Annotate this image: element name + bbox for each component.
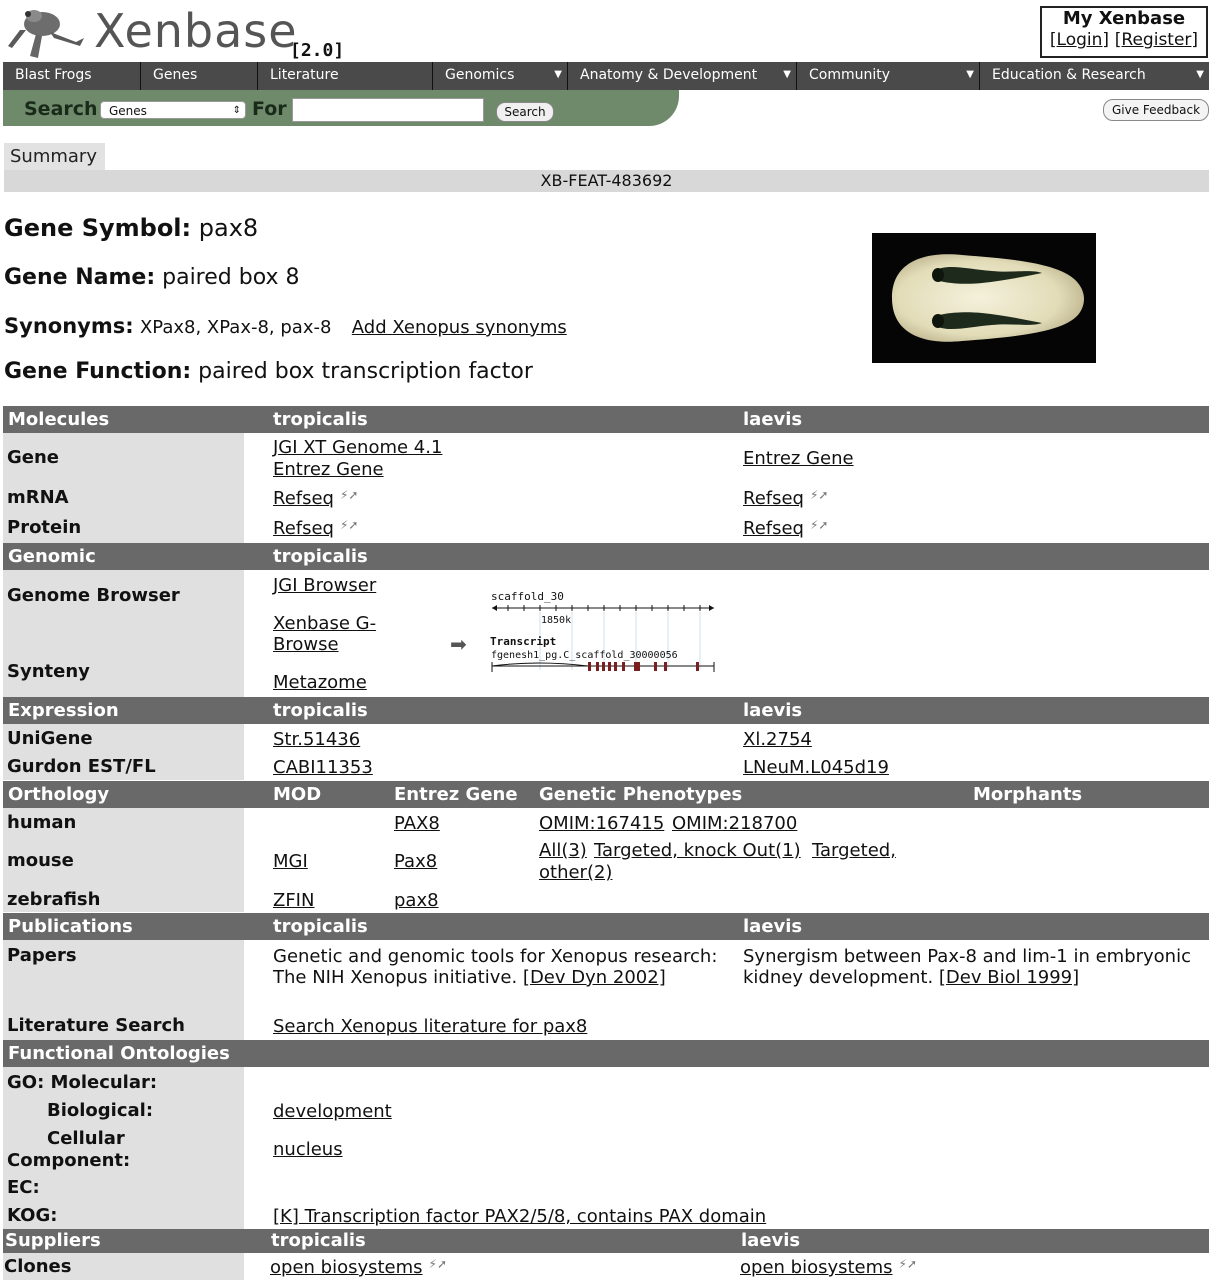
nav-education-research[interactable]: Education & Research ▼ <box>980 62 1209 90</box>
gene-row-label: Gene <box>7 447 60 468</box>
jgi-browser-link[interactable]: JGI Browser <box>273 575 377 596</box>
protein-laev-cell <box>743 518 828 539</box>
gene-symbol-value: pax8 <box>198 214 259 242</box>
chevron-down-icon: ▼ <box>783 69 791 80</box>
refseq-mrna-trop-link[interactable]: Refseq <box>273 488 334 509</box>
gbrowse-thumbnail[interactable] <box>488 588 718 678</box>
clones-trop-cell <box>270 1257 447 1278</box>
refseq-protein-laev-link[interactable]: Refseq <box>743 518 804 539</box>
gene-symbol-row <box>4 214 258 242</box>
human-label: human <box>7 812 77 833</box>
development-link[interactable]: development <box>273 1101 392 1122</box>
xenbase-frog-logo-icon[interactable] <box>6 2 86 60</box>
tab-summary[interactable]: Summary <box>4 143 105 171</box>
jgi-xt-genome-link[interactable]: JGI XT Genome 4.1 <box>273 437 443 458</box>
logo-text[interactable]: Xenbase <box>94 4 298 58</box>
nav-genomics[interactable]: Genomics ▼ <box>433 62 568 90</box>
publications-header: Publications tropicalis laevis <box>3 913 1209 940</box>
protein-row-label: Protein <box>7 517 82 538</box>
kog-label: KOG: <box>7 1205 58 1226</box>
dev-dyn-2002-link[interactable]: [Dev Dyn 2002] <box>522 967 666 988</box>
nav-genes[interactable]: Genes <box>141 62 258 90</box>
metazome-link[interactable]: Metazome <box>273 672 367 693</box>
mgi-link[interactable]: MGI <box>273 851 308 872</box>
dev-biol-1999-link[interactable]: [Dev Biol 1999] <box>938 967 1080 988</box>
give-feedback-button[interactable]: Give Feedback <box>1103 99 1209 121</box>
external-link-icon[interactable]: ⚡➚ <box>340 518 359 532</box>
external-link-icon[interactable]: ⚡➚ <box>810 518 829 532</box>
gene-function-value: paired box transcription factor <box>198 359 533 384</box>
chevron-down-icon: ▼ <box>554 69 562 80</box>
mouse-other-link[interactable]: other(2) <box>539 862 613 883</box>
synonyms-label: Synonyms: <box>4 314 134 338</box>
mrna-row-label: mRNA <box>7 487 69 508</box>
unigene-label: UniGene <box>7 728 93 749</box>
gene-function-label: Gene Function: <box>4 359 192 384</box>
open-biosystems-trop-link[interactable]: open biosystems <box>270 1257 423 1278</box>
nucleus-link[interactable]: nucleus <box>273 1139 343 1160</box>
open-biosystems-laev-link[interactable]: open biosystems <box>740 1257 893 1278</box>
entrez-gene-trop-link[interactable]: Entrez Gene <box>273 459 384 480</box>
xenbase-gbrowse-link[interactable]: Xenbase G- Browse <box>273 613 377 655</box>
refseq-mrna-laev-link[interactable]: Refseq <box>743 488 804 509</box>
search-type-select[interactable] <box>100 101 246 119</box>
gene-symbol-label: Gene Symbol: <box>4 214 192 242</box>
expression-header: Expression tropicalis laevis <box>3 697 1209 724</box>
nav-community[interactable]: Community ▼ <box>797 62 980 90</box>
gene-name-value: paired box 8 <box>162 265 300 290</box>
add-synonyms-link[interactable]: Add Xenopus synonyms <box>351 317 567 338</box>
clones-laev-cell <box>740 1257 917 1278</box>
zebrafish-label: zebrafish <box>7 889 101 910</box>
nav-anatomy-development[interactable]: Anatomy & Development ▼ <box>568 62 797 90</box>
transcript-id-label: fgenesh1_pg.C_scaffold_30000056 <box>491 650 678 661</box>
search-literature-link[interactable]: Search Xenopus literature for pax8 <box>273 1016 588 1037</box>
suppliers-header: Suppliers tropicalis laevis <box>3 1229 1209 1253</box>
go-cellular-label-2: Component: <box>7 1150 131 1171</box>
search-label: Search <box>24 98 98 120</box>
mrna-trop-cell <box>273 488 358 509</box>
select-arrows-icon: ⇕ <box>232 105 241 116</box>
gurdon-label: Gurdon EST/FL <box>7 756 156 777</box>
embryo-expression-image[interactable] <box>872 233 1096 363</box>
zfin-link[interactable]: ZFIN <box>273 890 315 911</box>
my-xenbase-title: My Xenbase <box>1062 8 1186 29</box>
scale-label: 1850k <box>541 615 572 626</box>
chevron-down-icon: ▼ <box>966 69 974 80</box>
search-input[interactable] <box>292 98 484 122</box>
literature-search-label: Literature Search <box>7 1015 185 1036</box>
search-type-value: Genes <box>109 104 147 118</box>
external-link-icon[interactable]: ⚡➚ <box>340 488 359 502</box>
search-button[interactable]: Search <box>496 102 554 122</box>
gene-function-row <box>4 359 533 384</box>
mouse-label: mouse <box>7 850 74 871</box>
login-link[interactable]: [Login] <box>1049 30 1110 50</box>
feature-id-bar: XB-FEAT-483692 <box>4 170 1209 192</box>
papers-label: Papers <box>7 945 77 966</box>
ec-label: EC: <box>7 1177 40 1198</box>
unigene-trop-link[interactable]: Str.51436 <box>273 729 361 750</box>
paper-trop: Genetic and genomic tools for Xenopus research: The NIH Xenopus initiative. [Dev Dyn 2002] <box>273 946 718 988</box>
omim-218700-link[interactable]: OMIM:218700 <box>672 813 798 834</box>
gurdon-laev-link[interactable]: LNeuM.L045d19 <box>743 757 889 778</box>
go-molecular-label: GO: Molecular: <box>7 1072 158 1093</box>
mrna-laev-cell <box>743 488 828 509</box>
entrez-gene-laev-link[interactable]: Entrez Gene <box>743 448 854 469</box>
my-xenbase-box <box>1040 6 1208 58</box>
refseq-protein-trop-link[interactable]: Refseq <box>273 518 334 539</box>
orthology-header: Orthology MOD Entrez Gene Genetic Phenotypes Morphants <box>3 781 1209 808</box>
chevron-down-icon: ▼ <box>1196 69 1204 80</box>
transcript-label: Transcript <box>490 635 557 648</box>
clones-label: Clones <box>4 1256 72 1277</box>
genomic-header: Genomic tropicalis <box>3 543 1209 570</box>
kog-link[interactable]: [K] Transcription factor PAX2/5/8, contains PAX domain <box>273 1206 767 1227</box>
scaffold-label: scaffold_30 <box>491 590 564 603</box>
omim-167415-link[interactable]: OMIM:167415 <box>539 813 665 834</box>
gene-name-label: Gene Name: <box>4 265 156 290</box>
go-cellular-label-1: Cellular <box>47 1128 125 1149</box>
human-entrez-link[interactable]: PAX8 <box>394 813 440 834</box>
nav-literature[interactable]: Literature <box>258 62 433 90</box>
nav-blast-frogs[interactable]: Blast Frogs <box>3 62 141 90</box>
arrow-right-icon: ➡ <box>450 632 467 656</box>
genome-browser-label: Genome Browser <box>7 585 180 606</box>
gurdon-trop-link[interactable]: CABI11353 <box>273 757 373 778</box>
unigene-laev-link[interactable]: Xl.2754 <box>743 729 812 750</box>
gene-name-row <box>4 265 300 290</box>
ontologies-header: Functional Ontologies <box>3 1040 1209 1067</box>
molecules-header: Molecules tropicalis laevis <box>3 406 1209 433</box>
mouse-targeted-link[interactable]: Targeted, <box>812 840 896 861</box>
main-nav <box>3 62 1209 90</box>
paper-laev: Synergism between Pax-8 and lim-1 in embryonic kidney development. [Dev Biol 1999] <box>743 946 1191 988</box>
mouse-knockout-link[interactable]: Targeted, knock Out(1) <box>594 840 801 861</box>
synonyms-row <box>4 314 567 338</box>
version-label: [2.0] <box>290 40 345 61</box>
external-link-icon[interactable]: ⚡➚ <box>810 488 829 502</box>
register-link[interactable]: [Register] <box>1114 30 1199 50</box>
synteny-label: Synteny <box>7 661 90 682</box>
external-link-icon[interactable]: ⚡➚ <box>428 1257 448 1271</box>
mouse-entrez-link[interactable]: Pax8 <box>394 851 438 872</box>
go-biological-label: Biological: <box>47 1100 154 1121</box>
mouse-all-link[interactable]: All(3) <box>539 840 587 861</box>
protein-trop-cell <box>273 518 358 539</box>
synonyms-value: XPax8, XPax-8, pax-8 <box>139 317 332 338</box>
for-label: For <box>252 98 287 120</box>
external-link-icon[interactable]: ⚡➚ <box>898 1257 918 1271</box>
zebrafish-entrez-link[interactable]: pax8 <box>394 890 439 911</box>
